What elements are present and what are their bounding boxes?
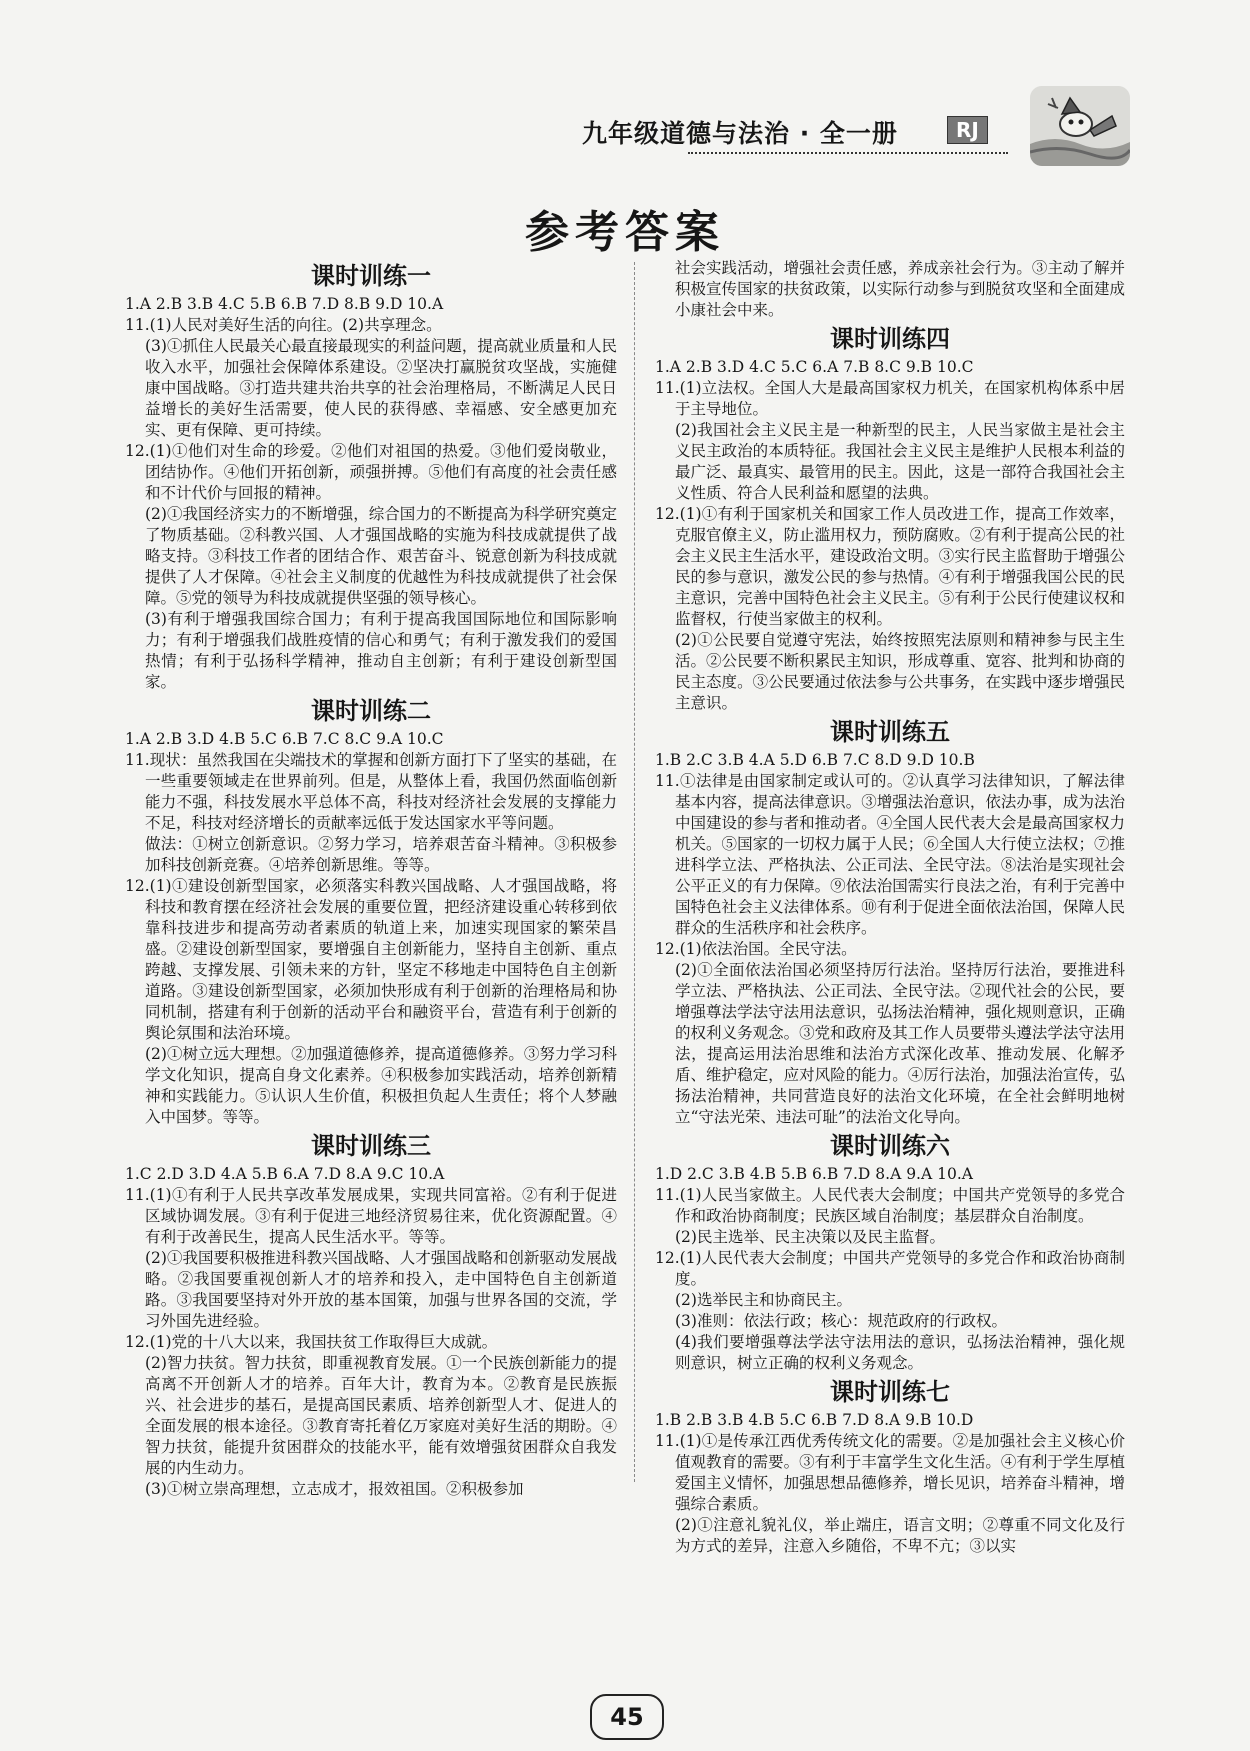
answer-paragraph: 11.(1)人民当家做主。人民代表大会制度；中国共产党领导的多党合作和政治协商制度；民族区域自治制度；基层群众自治制度。 [655, 1186, 1125, 1225]
choice-answers: 1.A 2.B 3.D 4.B 5.C 6.B 7.C 8.C 9.A 10.C [125, 730, 444, 748]
answer-paragraph: 11.(1)立法权。全国人大是最高国家权力机关，在国家机构体系中居于主导地位。 [655, 379, 1125, 418]
answer-paragraph: 12.(1)党的十八大以来，我国扶贫工作取得巨大成就。 [125, 1333, 498, 1351]
answer-paragraph: (2)①全面依法治国必须坚持厉行法治。坚持厉行法治，要推进科学立法、严格执法、公正司法、全民守法。②现代社会的公民，要增强尊法学法守法用法意识，弘扬法治精神，强化规则意识，正确的权利义务观念。③党和政府及其工作人员要带头遵法学法守法用法，提高运用法治思维和法治方式深化改革、推动发展、化解矛盾、维护稳定，应对风险的能力。④厉行法治，加强法治宣传，弘扬法治精神，共同营造良好的法治文化环境，在全社会鲜明地树立“守法光荣、违法可耻”的法治文化导向。 [675, 961, 1125, 1126]
section-title: 课时训练四 [830, 325, 950, 353]
answer-paragraph: 11.现状：虽然我国在尖端技术的掌握和创新方面打下了坚实的基础，在一些重要领域走在世界前列。但是，从整体上看，我国仍然面临创新能力不强，科技发展水平总体不高，科技对经济社会发展的支撑能力不足，科技对经济增长的贡献率远低于发达国家水平等问题。 [125, 751, 617, 832]
section-title: 课时训练一 [311, 262, 431, 290]
answer-paragraph: (2)①公民要自觉遵守宪法，始终按照宪法原则和精神参与民主生活。②公民要不断积累民主知识，形成尊重、宽容、批判和协商的民主态度。③公民要通过依法参与公共事务，在实践中逐步增强民主意识。 [675, 631, 1125, 712]
answer-paragraph: 11.(1)①是传承江西优秀传统文化的需要。②是加强社会主义核心价值观教育的需要。③有利于丰富学生文化生活。④有利于学生厚植爱国主义情怀，加强思想品德修养，增长见识，培养奋斗精神，增强综合素质。 [655, 1432, 1125, 1513]
section-title: 课时训练七 [830, 1378, 950, 1406]
section-title: 课时训练六 [830, 1132, 950, 1160]
answer-paragraph: 12.(1)①建设创新型国家，必须落实科教兴国战略、人才强国战略，将科技和教育摆在经济社会发展的重要位置，把经济建设重心转移到依靠科技进步和提高劳动者素质的轨道上来，加速实现国家的繁荣昌盛。②建设创新型国家，要增强自主创新能力，坚持自主创新、重点跨越、支撑发展、引领未来的方针，坚定不移地走中国特色自主创新道路。③建设创新型国家，必须加快形成有利于创新的治理格局和协同机制，搭建有利于创新的活动平台和融资平台，营造有利于创新的舆论氛围和法治环境。 [125, 877, 617, 1042]
answer-paragraph: 11.(1)①有利于人民共享改革发展成果，实现共同富裕。②有利于促进区域协调发展。③有利于促进三地经济贸易往来，优化资源配置。④有利于改善民生，提高人民生活水平。等等。 [125, 1186, 617, 1246]
answer-paragraph: 12.(1)①他们对生命的珍爱。②他们对祖国的热爱。③他们爱岗敬业，团结协作。④他们开拓创新，顽强拼搏。⑤他们有高度的社会责任感和不计代价与回报的精神。 [125, 442, 617, 502]
answer-paragraph: 做法：①树立创新意识。②努力学习，培养艰苦奋斗精神。③积极参加科技创新竞赛。④培养创新思维。等等。 [145, 835, 617, 874]
answer-paragraph: (4)我们要增强尊法学法守法用法的意识，弘扬法治精神，强化规则意识，树立正确的权利义务观念。 [675, 1333, 1125, 1372]
edition-badge: RJ [947, 116, 988, 144]
answer-paragraph: 11.①法律是由国家制定或认可的。②认真学习法律知识，了解法律基本内容，提高法律意识。③增强法治意识，依法办事，成为法治中国建设的参与者和推动者。④全国人民代表大会是最高国家权力机关。⑤国家的一切权力属于人民；⑥全国人大行使立法权；⑦推进科学立法、严格执法、公正司法、全民守法。⑧法治是实现社会公平正义的有力保障。⑨依法治国需实行良法之治，有利于完善中国特色社会主义法律体系。⑩有利于促进全面依法治国，保障人民群众的生活秩序和社会秩序。 [655, 772, 1125, 937]
left-column [125, 258, 617, 1500]
answer-paragraph: (3)准则：依法行政；核心：规范政府的行政权。 [675, 1312, 1007, 1330]
choice-answers: 1.B 2.C 3.B 4.A 5.D 6.B 7.C 8.D 9.D 10.B [655, 751, 975, 769]
page-title: 参考答案 [525, 207, 725, 258]
section-title: 课时训练五 [830, 718, 950, 746]
answer-paragraph: (3)①树立崇高理想，立志成才，报效祖国。②积极参加 [145, 1480, 524, 1498]
header-title: 九年级道德与法治 · 全一册 [582, 119, 898, 148]
answer-paragraph: (2)①我国要积极推进科教兴国战略、人才强国战略和创新驱动发展战略。②我国要重视创新人才的培养和投入，走中国特色自主创新道路。③我国要坚持对外开放的基本国策，加强与世界各国的交流，学习外国先进经验。 [145, 1249, 617, 1330]
answer-paragraph: (3)①抓住人民最关心最直接最现实的利益问题，提高就业质量和人民收入水平，加强社会保障体系建设。②坚决打赢脱贫攻坚战，实施健康中国战略。③打造共建共治共享的社会治理格局，不断满足人民日益增长的美好生活需要，使人民的获得感、幸福感、安全感更加充实、更有保障、更可持续。 [145, 337, 617, 439]
cartoon-logo-icon [1030, 86, 1130, 166]
answer-paragraph: (3)有利于增强我国综合国力；有利于提高我国国际地位和国际影响力；有利于增强我们战胜疫情的信心和勇气；有利于激发我们的爱国热情；有利于弘扬科学精神，推动自主创新；有利于建设创新型国家。 [145, 610, 617, 691]
choice-answers: 1.C 2.D 3.D 4.A 5.B 6.A 7.D 8.A 9.C 10.A [125, 1165, 445, 1183]
column-divider [634, 262, 635, 1482]
answer-paragraph: 11.(1)人民对美好生活的向往。(2)共享理念。 [125, 316, 442, 334]
right-column [655, 258, 1125, 1557]
choice-answers: 1.D 2.C 3.B 4.B 5.B 6.B 7.D 8.A 9.A 10.A [655, 1165, 973, 1183]
choice-answers: 1.B 2.B 3.B 4.B 5.C 6.B 7.D 8.A 9.B 10.D [655, 1411, 974, 1429]
answer-paragraph: (2)我国社会主义民主是一种新型的民主，人民当家做主是社会主义民主政治的本质特征。我国社会主义民主是维护人民根本利益的最广泛、最真实、最管用的民主。因此，这是一部符合我国社会主义性质、符合人民利益和愿望的法典。 [675, 421, 1125, 502]
answer-paragraph: (2)选举民主和协商民主。 [675, 1291, 852, 1309]
answer-paragraph: (2)①我国经济实力的不断增强，综合国力的不断提高为科学研究奠定了物质基础。②科教兴国、人才强国战略的实施为科技成就提供了战略支持。③科技工作者的团结合作、艰苦奋斗、锐意创新为科技成就提供了人才保障。④社会主义制度的优越性为科技成就提供了社会保障。⑤党的领导为科技成就提供坚强的领导核心。 [145, 505, 617, 607]
section-title: 课时训练三 [311, 1132, 431, 1160]
answer-paragraph: 12.(1)依法治国。全民守法。 [655, 940, 857, 958]
answer-paragraph: 12.(1)人民代表大会制度；中国共产党领导的多党合作和政治协商制度。 [655, 1249, 1125, 1288]
choice-answers: 1.A 2.B 3.D 4.C 5.C 6.A 7.B 8.C 9.B 10.C [655, 358, 974, 376]
answer-paragraph: (2)民主选举、民主决策以及民主监督。 [675, 1228, 945, 1246]
answer-paragraph: (2)①注意礼貌礼仪，举止端庄，语言文明；②尊重不同文化及行为方式的差异，注意入乡随俗，不卑不亢；③以实 [675, 1516, 1125, 1555]
section-title: 课时训练二 [311, 697, 431, 725]
answer-paragraph: 12.(1)①有利于国家机关和国家工作人员改进工作，提高工作效率，克服官僚主义，防止滥用权力，预防腐败。②有利于提高公民的社会主义民主生活水平，建设政治文明。③实行民主监督助于增强公民的参与意识，激发公民的参与热情。④有利于增强我国公民的民主意识，完善中国特色社会主义民主。⑤有利于公民行使建议权和监督权，行使当家做主的权利。 [655, 505, 1125, 628]
answer-paragraph: (2)智力扶贫。智力扶贫，即重视教育发展。①一个民族创新能力的提高离不开创新人才的培养。百年大计，教育为本。②教育是民族振兴、社会进步的基石，是提高国民素质、培养创新型人才、促进人的全面发展的根本途径。③教育寄托着亿万家庭对美好生活的期盼。④智力扶贫，能提升贫困群众的技能水平，能有效增强贫困群众自我发展的内生动力。 [145, 1354, 617, 1477]
answer-paragraph: (2)①树立远大理想。②加强道德修养，提高道德修养。③努力学习科学文化知识，提高自身文化素养。④积极参加实践活动，培养创新精神和实践能力。⑤认识人生价值，积极担负起人生责任；将个人梦融入中国梦。等等。 [145, 1045, 617, 1126]
page-number: 45 [590, 1694, 664, 1740]
choice-answers: 1.A 2.B 3.B 4.C 5.B 6.B 7.D 8.B 9.D 10.A [125, 295, 444, 313]
page-header [580, 112, 1020, 154]
answer-paragraph: 社会实践活动，增强社会责任感，养成亲社会行为。③主动了解并积极宣传国家的扶贫政策，以实际行动参与到脱贫攻坚和全面建成小康社会中来。 [675, 259, 1125, 319]
header-underline [688, 152, 1008, 154]
